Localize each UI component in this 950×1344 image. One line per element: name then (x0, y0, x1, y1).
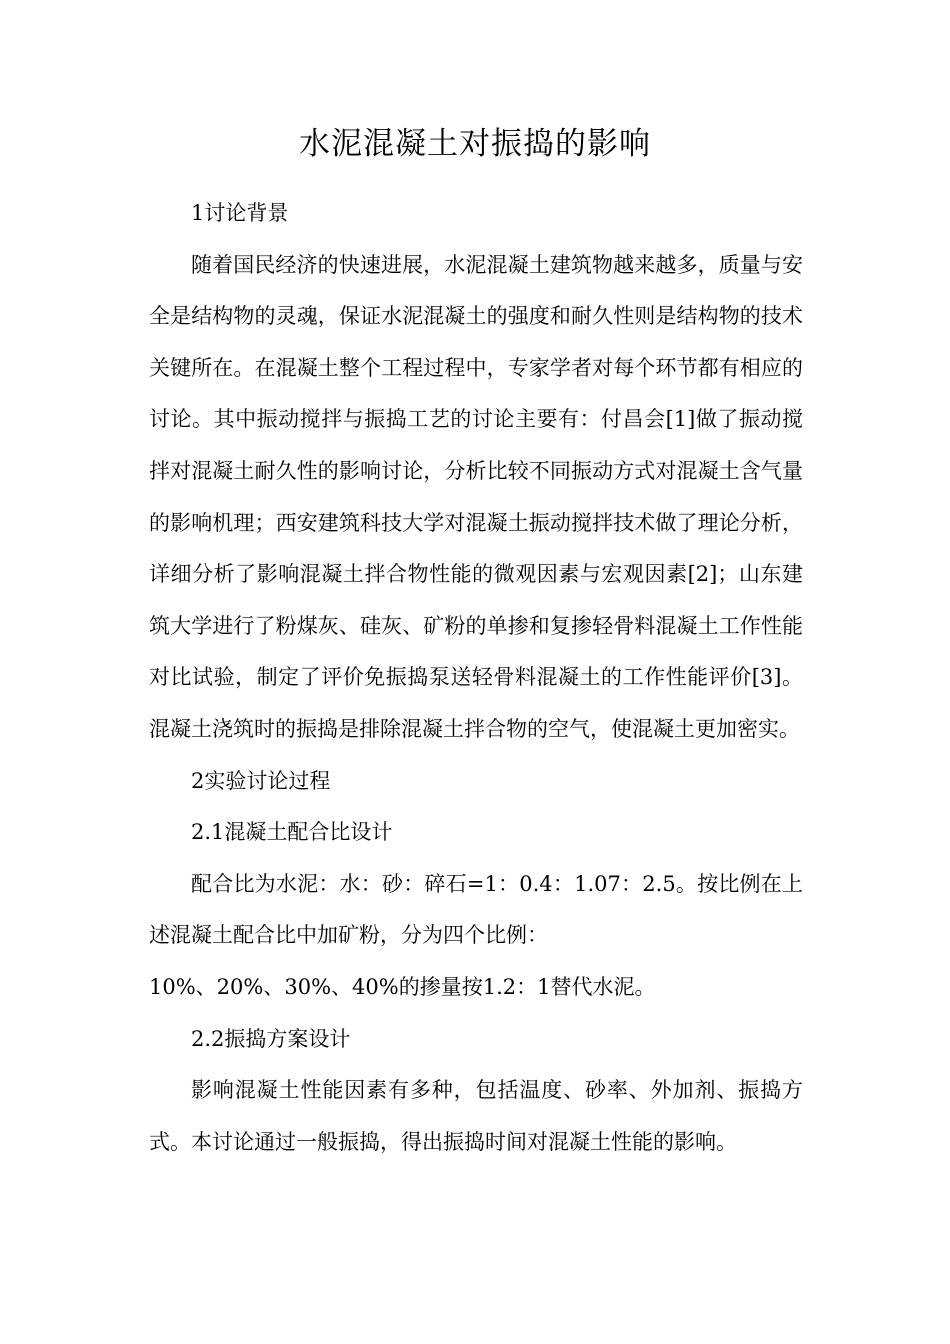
section-heading-1: 1讨论背景 (191, 201, 289, 225)
paragraph-mix-ratio-continued: 10%、20%、30%、40%的掺量按1.2：1替代水泥。 (149, 974, 656, 999)
document-body (149, 188, 803, 1168)
paragraph-mix-ratio: 配合比为水泥：水：砂：碎石=1：0.4：1.07：2.5。按比例在上述混凝土配合比中加矿粉，分为四个比例： (149, 871, 803, 948)
section-heading-2-1: 2.1混凝土配合比设计 (191, 820, 393, 845)
paragraph-background: 随着国民经济的快速进展，水泥混凝土建筑物越来越多，质量与安全是结构物的灵魂，保证水泥混凝土的强度和耐久性则是结构物的技术关键所在。在混凝土整个工程过程中，专家学者对每个环节都有相应的讨论。其中振动搅拌与振捣工艺的讨论主要有：付昌会[1]做了振动搅拌对混凝土耐久性的影响讨论，分析比较不同振动方式对混凝土含气量的影响机理；西安建筑科技大学对混凝土振动搅拌技术做了理论分析，详细分析了影响混凝土拌合物性能的微观因素与宏观因素[2]；山东建筑大学进行了粉煤灰、硅灰、矿粉的单掺和复掺轻骨料混凝土工作性能对比试验，制定了评价免振捣泵送轻骨料混凝土的工作性能评价[3]。混凝土浇筑时的振捣是排除混凝土拌合物的空气，使混凝土更加密实。 (149, 252, 803, 741)
section-heading-2-2: 2.2振捣方案设计 (191, 1026, 351, 1051)
paragraph-vibration-plan: 影响混凝土性能因素有多种，包括温度、砂率、外加剂、振捣方式。本讨论通过一般振捣，得出振捣时间对混凝土性能的影响。 (149, 1078, 803, 1154)
section-heading-2: 2实验讨论过程 (191, 768, 331, 793)
document-title: 水泥混凝土对振捣的影响 (299, 126, 651, 162)
